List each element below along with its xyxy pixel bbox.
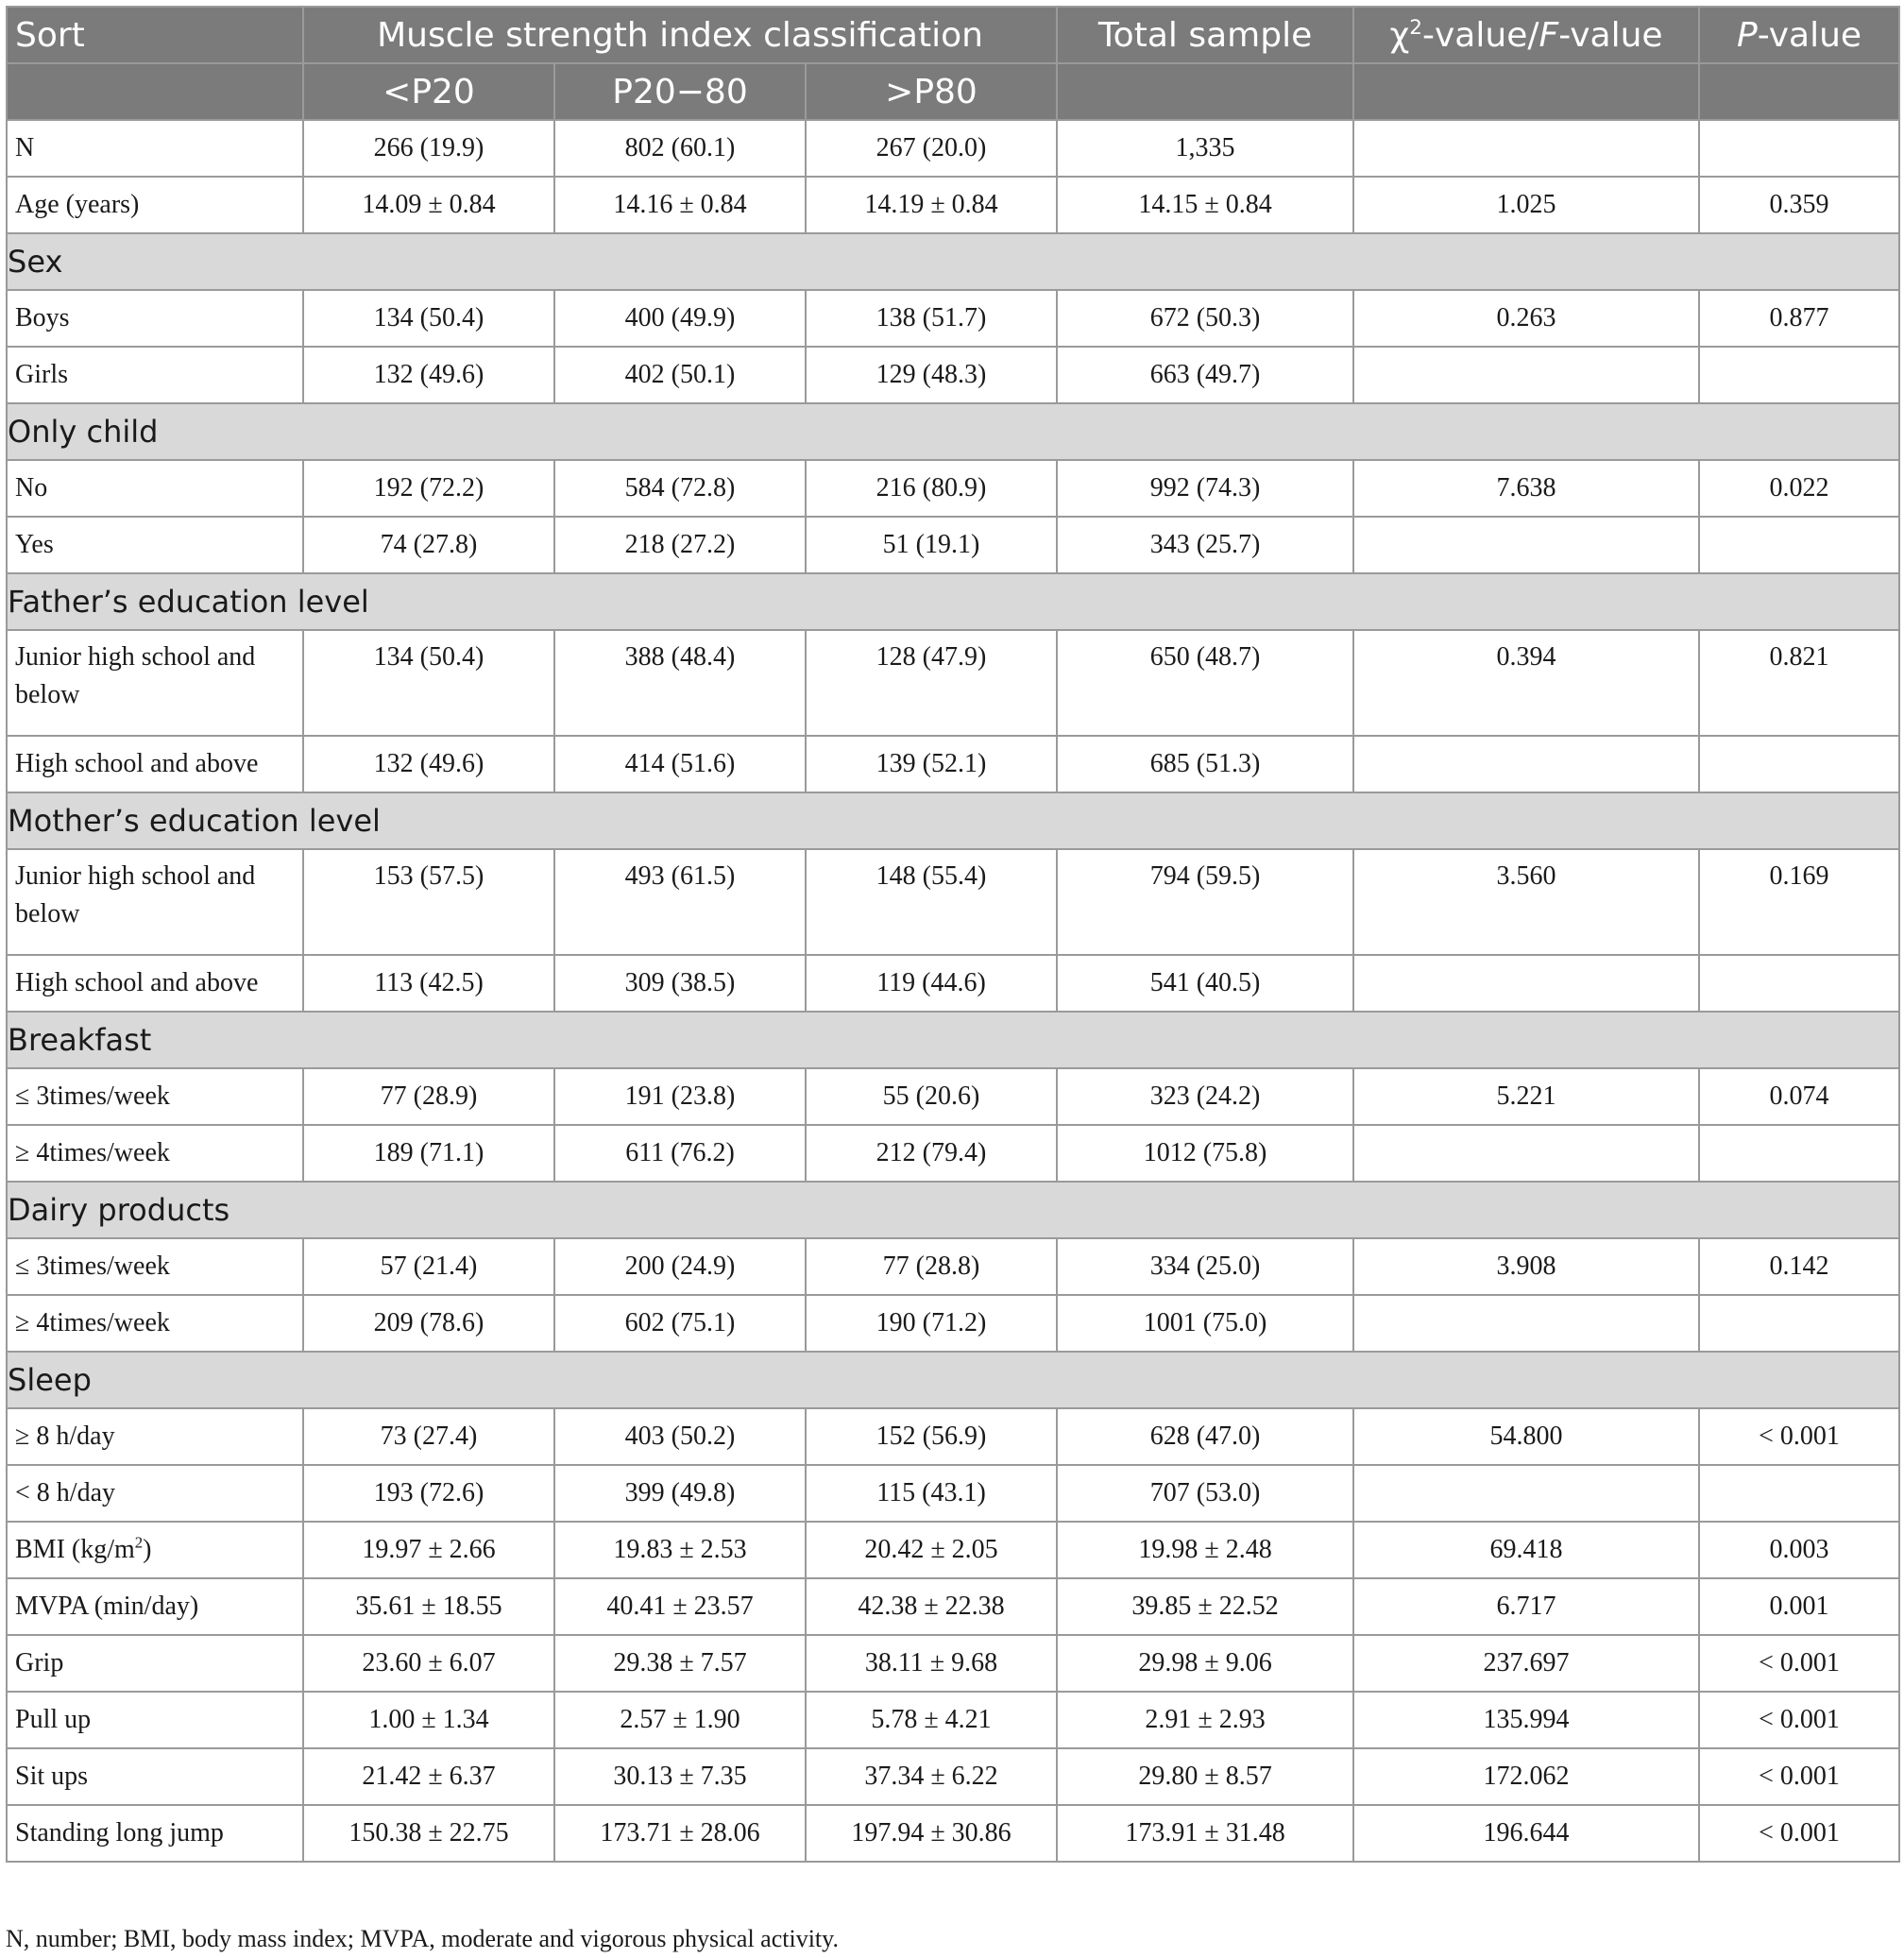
table-row: Grip 23.60 ± 6.07 29.38 ± 7.57 38.11 ± 9.68 29.98 ± 9.06 237.697 < 0.001 bbox=[7, 1635, 1899, 1692]
header-stat: $\chi^2-value/F$-value bbox=[1353, 7, 1699, 63]
data-table bbox=[6, 6, 1900, 1863]
table-row: BMI $(kg/m^2)$ 19.97 ± 2.66 19.83 ± 2.53 20.42 ± 2.05 19.98 ± 2.48 69.418 0.003 bbox=[7, 1522, 1899, 1578]
section-row bbox=[7, 573, 1899, 630]
section-row bbox=[7, 1012, 1899, 1068]
table-row: Age (years) 14.09 ± 0.84 14.16 ± 0.84 14.19 ± 0.84 14.15 ± 0.84 1.025 0.359 bbox=[7, 177, 1899, 233]
header-sort: Sort bbox=[7, 7, 303, 63]
subheader-p20-80: P20−80 bbox=[554, 63, 806, 120]
table-row: ≤ 3times/week 57 (21.4) 200 (24.9) 77 (28.8) 334 (25.0) 3.908 0.142 bbox=[7, 1238, 1899, 1295]
table-row: Pull up 1.00 ± 1.34 2.57 ± 1.90 5.78 ± 4.21 2.91 ± 2.93 135.994 < 0.001 bbox=[7, 1692, 1899, 1748]
table-row: Girls 132 (49.6) 402 (50.1) 129 (48.3) 663 (49.7) bbox=[7, 347, 1899, 403]
section-row bbox=[7, 233, 1899, 290]
table-row: No 192 (72.2) 584 (72.8) 216 (80.9) 992 (74.3) 7.638 0.022 bbox=[7, 460, 1899, 517]
table-row: High school and above 132 (49.6) 414 (51.6) 139 (52.1) 685 (51.3) bbox=[7, 736, 1899, 792]
section-title: Only child bbox=[7, 403, 1899, 460]
table-row: Standing long jump 150.38 ± 22.75 173.71 ± 28.06 197.94 ± 30.86 173.91 ± 31.48 196.644 < 0.001 bbox=[7, 1805, 1899, 1862]
table-row: Junior high school and below 134 (50.4) 388 (48.4) 128 (47.9) 650 (48.7) 0.394 0.821 bbox=[7, 630, 1899, 736]
table-row: MVPA (min/day) 35.61 ± 18.55 40.41 ± 23.57 42.38 ± 22.38 39.85 ± 22.52 6.717 0.001 bbox=[7, 1578, 1899, 1635]
table-row: Junior high school and below 153 (57.5) 493 (61.5) 148 (55.4) 794 (59.5) 3.560 0.169 bbox=[7, 849, 1899, 955]
header-group: Muscle strength index classification bbox=[303, 7, 1057, 63]
table-row: Sit ups 21.42 ± 6.37 30.13 ± 7.35 37.34 ± 6.22 29.80 ± 8.57 172.062 < 0.001 bbox=[7, 1748, 1899, 1805]
table-row: ≤ 3times/week 77 (28.9) 191 (23.8) 55 (20.6) 323 (24.2) 5.221 0.074 bbox=[7, 1068, 1899, 1125]
section-title: Father’s education level bbox=[7, 573, 1899, 630]
table-row: < 8 h/day 193 (72.6) 399 (49.8) 115 (43.1) 707 (53.0) bbox=[7, 1465, 1899, 1522]
section-title: Mother’s education level bbox=[7, 792, 1899, 849]
section-title: Sex bbox=[7, 233, 1899, 290]
table-row: ≥ 4times/week 189 (71.1) 611 (76.2) 212 (79.4) 1012 (75.8) bbox=[7, 1125, 1899, 1182]
header-p: P-value bbox=[1699, 7, 1899, 63]
section-row bbox=[7, 792, 1899, 849]
section-row bbox=[7, 1182, 1899, 1238]
table-row: Yes 74 (27.8) 218 (27.2) 51 (19.1) 343 (25.7) bbox=[7, 517, 1899, 573]
table-row: ≥ 4times/week 209 (78.6) 602 (75.1) 190 (71.2) 1001 (75.0) bbox=[7, 1295, 1899, 1352]
subheader-gt-p80: >P80 bbox=[806, 63, 1057, 120]
table-footnote: N, number; BMI, body mass index; MVPA, moderate and vigorous physical activity. bbox=[6, 1925, 839, 1952]
subheader-lt-p20: <P20 bbox=[303, 63, 554, 120]
table-row: ≥ 8 h/day 73 (27.4) 403 (50.2) 152 (56.9) 628 (47.0) 54.800 < 0.001 bbox=[7, 1408, 1899, 1465]
subheader-row bbox=[7, 63, 1899, 120]
section-row bbox=[7, 403, 1899, 460]
section-row bbox=[7, 1352, 1899, 1408]
header-total: Total sample bbox=[1057, 7, 1353, 63]
header-row bbox=[7, 7, 1899, 63]
table-row: High school and above 113 (42.5) 309 (38.5) 119 (44.6) 541 (40.5) bbox=[7, 955, 1899, 1012]
section-title: Sleep bbox=[7, 1352, 1899, 1408]
section-title: Breakfast bbox=[7, 1012, 1899, 1068]
table-row: Boys 134 (50.4) 400 (49.9) 138 (51.7) 672 (50.3) 0.263 0.877 bbox=[7, 290, 1899, 347]
table-row: N 266 (19.9) 802 (60.1) 267 (20.0) 1,335 bbox=[7, 120, 1899, 177]
section-title: Dairy products bbox=[7, 1182, 1899, 1238]
